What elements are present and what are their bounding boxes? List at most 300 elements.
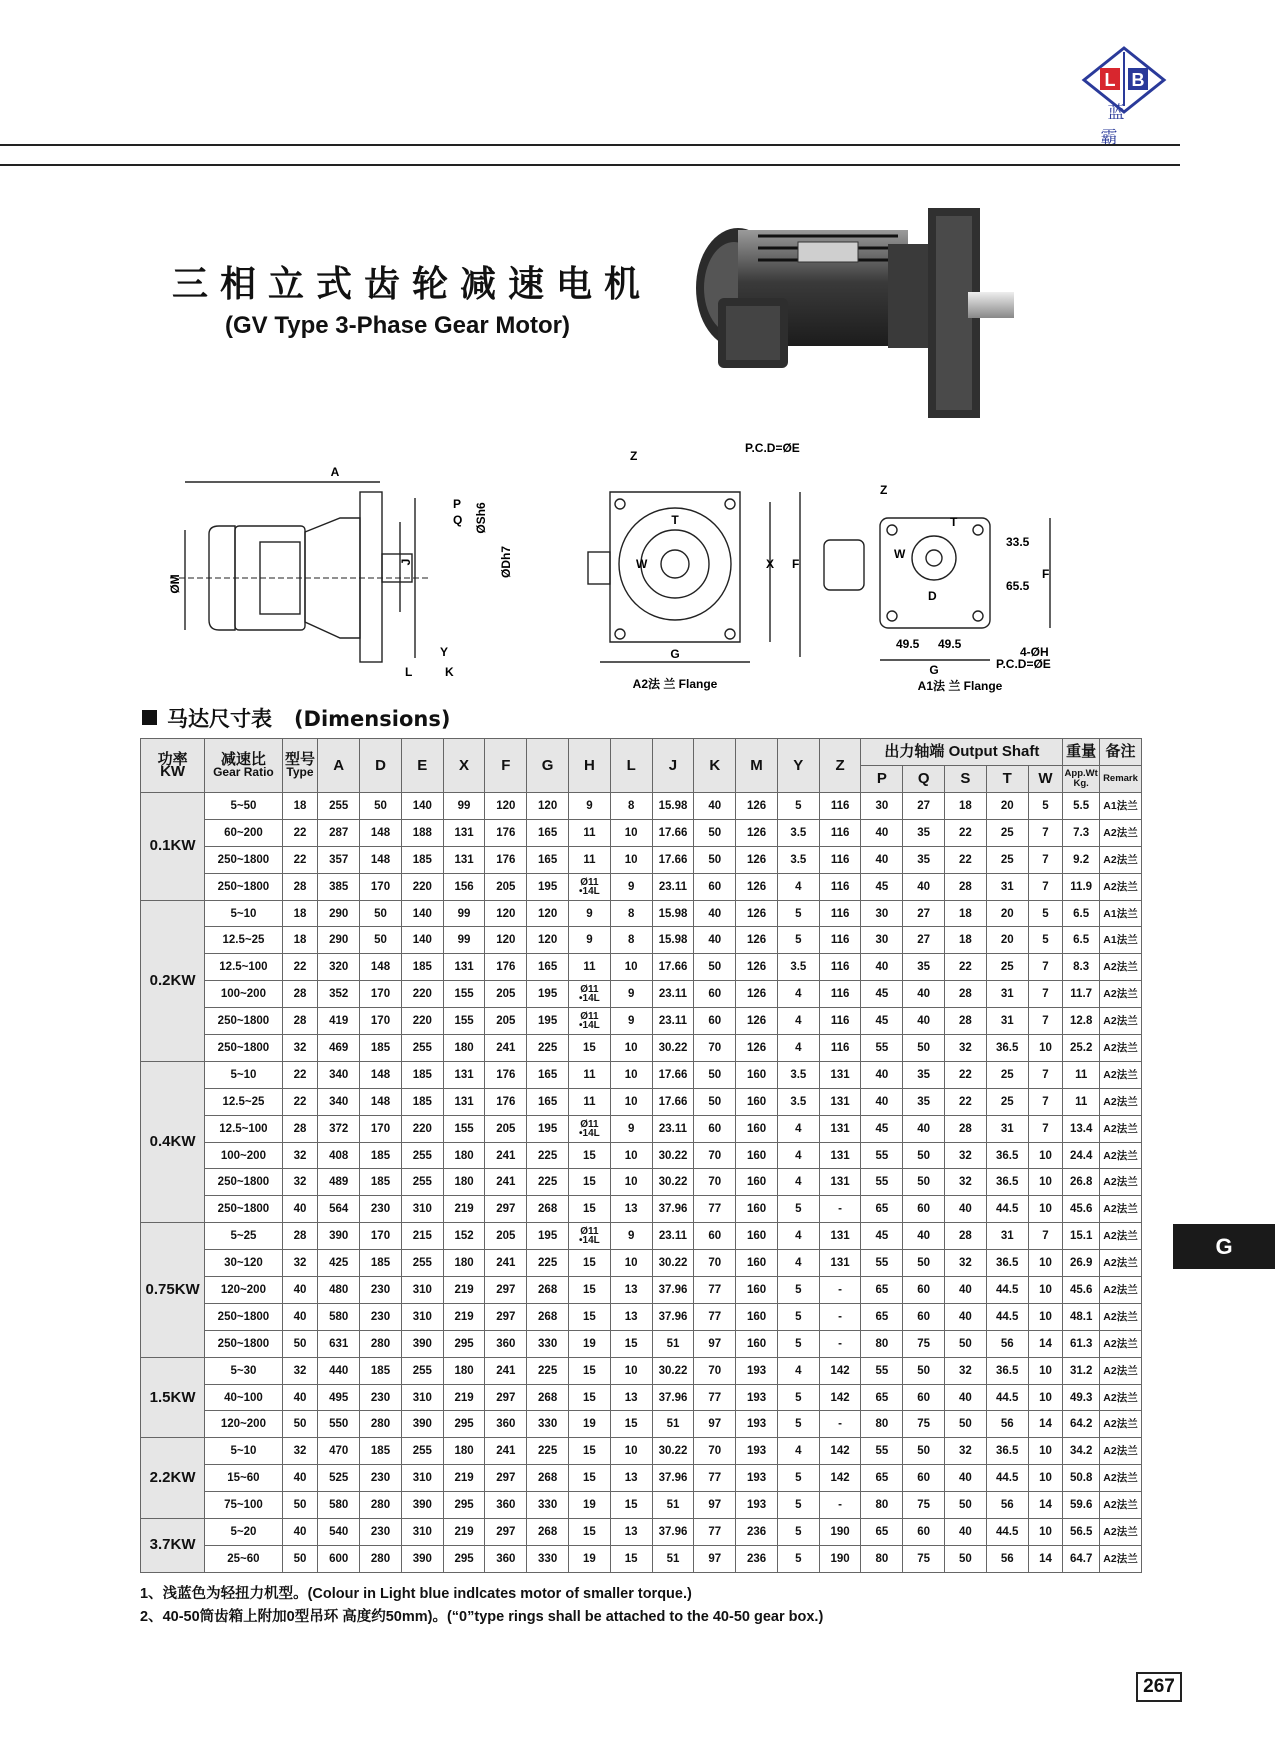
table-cell: 23.11	[652, 1115, 694, 1142]
table-cell: 120	[485, 793, 527, 820]
table-cell: 10	[1028, 1519, 1063, 1546]
table-cell: 8	[610, 927, 652, 954]
table-cell: 170	[360, 981, 402, 1008]
side-label-k: K	[445, 665, 454, 679]
header-output-shaft: 出力轴端 Output Shaft	[861, 739, 1063, 766]
table-cell: 15	[610, 1330, 652, 1357]
table-cell: 5	[777, 1330, 819, 1357]
square-bullet-icon	[142, 710, 157, 725]
table-cell: 5~10	[205, 1438, 282, 1465]
table-cell: 18	[282, 927, 318, 954]
table-cell: 19	[569, 1545, 611, 1572]
table-cell: 310	[401, 1519, 443, 1546]
dimensions-heading-cn: 马达尺寸表	[167, 707, 272, 731]
table-cell: 116	[819, 900, 861, 927]
table-cell: 32	[945, 1250, 987, 1277]
table-cell: 32	[945, 1169, 987, 1196]
table-cell: 56	[986, 1492, 1028, 1519]
table-cell: 22	[282, 819, 318, 846]
table-cell: 28	[282, 1115, 318, 1142]
table-cell: 10	[610, 1035, 652, 1062]
table-cell: 25	[986, 1088, 1028, 1115]
table-cell: 219	[443, 1384, 485, 1411]
a1-label-495b: 49.5	[938, 637, 962, 651]
table-cell: 268	[527, 1196, 569, 1223]
table-cell: 9.2	[1063, 846, 1100, 873]
table-cell: 160	[736, 1277, 778, 1304]
table-cell: 40	[945, 1277, 987, 1304]
table-cell: 56	[986, 1411, 1028, 1438]
header-w: W	[1028, 766, 1063, 793]
table-cell: 100~200	[205, 1142, 282, 1169]
table-cell: 440	[318, 1357, 360, 1384]
table-cell: 65	[861, 1303, 903, 1330]
table-cell: 4	[777, 1357, 819, 1384]
table-cell: A2法兰	[1100, 1545, 1142, 1572]
table-cell: 7	[1028, 846, 1063, 873]
table-cell: 60	[903, 1384, 945, 1411]
table-cell: 241	[485, 1142, 527, 1169]
table-cell: Ø11 •14L	[569, 1115, 611, 1142]
table-cell: A2法兰	[1100, 1303, 1142, 1330]
table-cell: 4	[777, 873, 819, 900]
table-cell: 10	[610, 1357, 652, 1384]
table-cell: 280	[360, 1330, 402, 1357]
table-cell: 126	[736, 954, 778, 981]
table-cell: 241	[485, 1169, 527, 1196]
table-cell: 219	[443, 1519, 485, 1546]
power-group-cell: 3.7KW	[141, 1519, 205, 1573]
table-cell: 40	[282, 1303, 318, 1330]
table-cell: 5~20	[205, 1519, 282, 1546]
table-cell: 15	[569, 1357, 611, 1384]
table-cell: 40	[903, 873, 945, 900]
table-cell: A2法兰	[1100, 1519, 1142, 1546]
table-cell: 180	[443, 1438, 485, 1465]
table-cell: 11	[569, 819, 611, 846]
header-m: M	[736, 739, 778, 793]
table-cell: -	[819, 1411, 861, 1438]
table-cell: 9	[610, 1008, 652, 1035]
table-cell: 287	[318, 819, 360, 846]
a2-label-g: G	[670, 647, 680, 661]
table-cell: 60	[903, 1519, 945, 1546]
table-cell: 18	[945, 900, 987, 927]
table-cell: 160	[736, 1196, 778, 1223]
table-cell: 40	[861, 1061, 903, 1088]
table-cell: 5	[777, 793, 819, 820]
table-cell: 65	[861, 1277, 903, 1304]
table-cell: 28	[282, 981, 318, 1008]
table-cell: 15	[569, 1142, 611, 1169]
side-label-l: L	[405, 665, 413, 679]
table-row	[141, 1492, 1142, 1519]
table-cell: 5	[777, 1519, 819, 1546]
table-cell: 30.22	[652, 1169, 694, 1196]
table-cell: 40~100	[205, 1384, 282, 1411]
table-cell: A2法兰	[1100, 1035, 1142, 1062]
table-cell: 225	[527, 1438, 569, 1465]
table-cell: 160	[736, 1223, 778, 1250]
table-cell: 70	[694, 1035, 736, 1062]
side-label-j: J	[399, 558, 413, 566]
table-cell: 50	[282, 1330, 318, 1357]
table-cell: 390	[401, 1492, 443, 1519]
page-title-cn: 三相立式齿轮减速电机	[172, 264, 653, 305]
table-cell: 10	[1028, 1250, 1063, 1277]
table-cell: A2法兰	[1100, 1008, 1142, 1035]
table-cell: A2法兰	[1100, 1115, 1142, 1142]
table-row	[141, 1438, 1142, 1465]
table-cell: 7	[1028, 981, 1063, 1008]
table-cell: 45	[861, 981, 903, 1008]
table-cell: 97	[694, 1411, 736, 1438]
table-row	[141, 1035, 1142, 1062]
table-cell: 225	[527, 1142, 569, 1169]
table-cell: 27	[903, 927, 945, 954]
table-cell: 40	[282, 1277, 318, 1304]
table-cell: 60	[694, 1008, 736, 1035]
table-cell: 126	[736, 927, 778, 954]
table-cell: 13	[610, 1277, 652, 1304]
table-cell: 12.5~25	[205, 927, 282, 954]
table-cell: 8	[610, 793, 652, 820]
table-cell: 50	[945, 1411, 987, 1438]
table-cell: 4	[777, 1008, 819, 1035]
table-cell: 50	[903, 1035, 945, 1062]
table-cell: 80	[861, 1330, 903, 1357]
table-cell: 64.2	[1063, 1411, 1100, 1438]
table-cell: 280	[360, 1492, 402, 1519]
table-cell: 205	[485, 1008, 527, 1035]
table-cell: 580	[318, 1303, 360, 1330]
table-cell: 469	[318, 1035, 360, 1062]
table-cell: 28	[945, 1008, 987, 1035]
table-cell: 390	[401, 1330, 443, 1357]
side-label-y: Y	[440, 645, 449, 659]
table-cell: 297	[485, 1519, 527, 1546]
table-cell: 4	[777, 1115, 819, 1142]
table-cell: 40	[945, 1465, 987, 1492]
table-cell: 131	[443, 1061, 485, 1088]
table-cell: 75	[903, 1330, 945, 1357]
table-cell: 152	[443, 1223, 485, 1250]
table-cell: 10	[1028, 1303, 1063, 1330]
table-row	[141, 1088, 1142, 1115]
table-cell: 44.5	[986, 1384, 1028, 1411]
table-cell: 290	[318, 900, 360, 927]
side-view-drawing	[165, 462, 530, 692]
table-cell: 10	[1028, 1465, 1063, 1492]
table-cell: 180	[443, 1357, 485, 1384]
table-cell: 40	[903, 1115, 945, 1142]
table-cell: 631	[318, 1330, 360, 1357]
table-cell: 290	[318, 927, 360, 954]
side-label-dh7: ØDh7	[499, 545, 513, 579]
table-cell: 600	[318, 1545, 360, 1572]
table-cell: 30	[861, 793, 903, 820]
table-cell: 23.11	[652, 981, 694, 1008]
table-cell: 219	[443, 1277, 485, 1304]
table-cell: 40	[903, 1223, 945, 1250]
table-cell: 241	[485, 1357, 527, 1384]
a2-caption: A2法 兰 Flange	[632, 677, 718, 691]
table-cell: 15	[569, 1250, 611, 1277]
table-cell: 32	[282, 1438, 318, 1465]
table-cell: 15	[569, 1196, 611, 1223]
table-cell: 5	[777, 1384, 819, 1411]
table-cell: A2法兰	[1100, 819, 1142, 846]
table-cell: 15.98	[652, 793, 694, 820]
table-cell: 225	[527, 1035, 569, 1062]
table-cell: 116	[819, 873, 861, 900]
table-cell: 280	[360, 1411, 402, 1438]
table-cell: 19	[569, 1330, 611, 1357]
table-cell: A2法兰	[1100, 1169, 1142, 1196]
table-cell: 36.5	[986, 1142, 1028, 1169]
table-cell: 131	[819, 1142, 861, 1169]
table-cell: 45	[861, 1008, 903, 1035]
table-cell: 44.5	[986, 1277, 1028, 1304]
table-cell: 19	[569, 1411, 611, 1438]
a2-label-f: F	[792, 557, 800, 571]
table-cell: 131	[819, 1088, 861, 1115]
table-cell: 56	[986, 1330, 1028, 1357]
table-cell: 23.11	[652, 1008, 694, 1035]
table-row	[141, 1223, 1142, 1250]
table-cell: 40	[282, 1196, 318, 1223]
table-cell: 77	[694, 1303, 736, 1330]
svg-text:L: L	[1104, 70, 1116, 90]
table-row	[141, 927, 1142, 954]
table-cell: 99	[443, 927, 485, 954]
table-cell: 65	[861, 1519, 903, 1546]
table-cell: 310	[401, 1465, 443, 1492]
table-cell: 148	[360, 819, 402, 846]
table-cell: 28	[282, 1223, 318, 1250]
table-cell: 40	[861, 954, 903, 981]
table-cell: 40	[945, 1303, 987, 1330]
table-cell: 142	[819, 1438, 861, 1465]
table-cell: 489	[318, 1169, 360, 1196]
table-cell: 36.5	[986, 1169, 1028, 1196]
table-cell: 77	[694, 1519, 736, 1546]
table-cell: 195	[527, 1115, 569, 1142]
side-label-p: P	[453, 497, 462, 511]
table-cell: Ø11 •14L	[569, 1008, 611, 1035]
table-cell: A2法兰	[1100, 1411, 1142, 1438]
table-cell: 5	[1028, 927, 1063, 954]
table-cell: 19	[569, 1492, 611, 1519]
table-cell: 188	[401, 819, 443, 846]
gear-motor-photo	[688, 208, 1038, 418]
table-cell: 15	[569, 1035, 611, 1062]
table-cell: 28	[945, 1115, 987, 1142]
table-cell: 160	[736, 1142, 778, 1169]
table-cell: 215	[401, 1223, 443, 1250]
table-cell: 70	[694, 1357, 736, 1384]
power-group-cell: 0.75KW	[141, 1223, 205, 1357]
table-cell: 255	[401, 1169, 443, 1196]
table-cell: 15	[569, 1277, 611, 1304]
table-cell: 5~30	[205, 1357, 282, 1384]
note-1: 1、浅蓝色为轻扭力机型。(Colour in Light blue indlcates motor of smaller torque.)	[140, 1586, 692, 1602]
table-cell: 126	[736, 819, 778, 846]
header-s: S	[945, 766, 987, 793]
table-cell: 55	[861, 1035, 903, 1062]
table-cell: 36.5	[986, 1357, 1028, 1384]
table-cell: 50	[903, 1142, 945, 1169]
table-cell: 22	[282, 1088, 318, 1115]
table-cell: 230	[360, 1196, 402, 1223]
table-cell: 120	[527, 793, 569, 820]
a1-label-pcd: P.C.D=ØE	[996, 657, 1051, 671]
table-cell: 160	[736, 1088, 778, 1115]
table-cell: 7	[1028, 1115, 1063, 1142]
table-cell: 5~10	[205, 900, 282, 927]
table-cell: 372	[318, 1115, 360, 1142]
table-cell: 45.6	[1063, 1277, 1100, 1304]
table-cell: 295	[443, 1411, 485, 1438]
table-cell: 55	[861, 1250, 903, 1277]
table-cell: 225	[527, 1169, 569, 1196]
table-cell: 310	[401, 1384, 443, 1411]
table-cell: 255	[318, 793, 360, 820]
table-cell: A2法兰	[1100, 981, 1142, 1008]
table-cell: 50	[903, 1250, 945, 1277]
table-cell: 195	[527, 1008, 569, 1035]
table-cell: 295	[443, 1330, 485, 1357]
table-cell: 15	[569, 1519, 611, 1546]
table-cell: 40	[861, 819, 903, 846]
table-cell: 11	[1063, 1088, 1100, 1115]
table-cell: 40	[903, 981, 945, 1008]
table-cell: 17.66	[652, 954, 694, 981]
header-z: Z	[819, 739, 861, 793]
table-cell: A2法兰	[1100, 1061, 1142, 1088]
header-x: X	[443, 739, 485, 793]
table-cell: 35	[903, 819, 945, 846]
table-cell: 12.5~25	[205, 1088, 282, 1115]
table-cell: 30.22	[652, 1142, 694, 1169]
table-cell: 5	[777, 1492, 819, 1519]
table-cell: 7	[1028, 1008, 1063, 1035]
table-cell: 31	[986, 981, 1028, 1008]
table-cell: 22	[945, 846, 987, 873]
table-cell: A2法兰	[1100, 954, 1142, 981]
table-cell: 70	[694, 1169, 736, 1196]
table-cell: 17.66	[652, 1061, 694, 1088]
table-cell: 10	[610, 954, 652, 981]
table-cell: 60	[694, 873, 736, 900]
table-cell: 160	[736, 1330, 778, 1357]
a1-label-w: W	[894, 547, 906, 561]
table-cell: 5	[777, 900, 819, 927]
dimensions-heading-en: (Dimensions)	[293, 707, 451, 731]
table-cell: 28	[945, 1223, 987, 1250]
table-cell: 495	[318, 1384, 360, 1411]
table-cell: 31	[986, 1115, 1028, 1142]
table-cell: 7	[1028, 819, 1063, 846]
table-cell: 15.98	[652, 927, 694, 954]
table-cell: 70	[694, 1142, 736, 1169]
table-cell: 165	[527, 954, 569, 981]
table-cell: 360	[485, 1492, 527, 1519]
header-p: P	[861, 766, 903, 793]
table-cell: 40	[861, 1088, 903, 1115]
table-cell: 80	[861, 1492, 903, 1519]
table-cell: 7	[1028, 1223, 1063, 1250]
table-cell: 51	[652, 1411, 694, 1438]
table-cell: 30	[861, 900, 903, 927]
table-cell: 219	[443, 1465, 485, 1492]
table-cell: 165	[527, 1061, 569, 1088]
a1-label-f: F	[1042, 567, 1050, 581]
table-cell: 9	[569, 927, 611, 954]
table-cell: 220	[401, 981, 443, 1008]
a2-label-z: Z	[630, 449, 638, 463]
table-cell: 50	[282, 1411, 318, 1438]
table-cell: 10	[1028, 1196, 1063, 1223]
table-cell: 36.5	[986, 1035, 1028, 1062]
header-ratio: 减速比 Gear Ratio	[205, 739, 282, 793]
table-cell: 185	[401, 1061, 443, 1088]
table-cell: 5	[777, 1465, 819, 1492]
table-cell: 60	[903, 1465, 945, 1492]
table-cell: 220	[401, 1008, 443, 1035]
table-cell: 5	[777, 1196, 819, 1223]
table-cell: 5	[777, 1303, 819, 1330]
table-cell: 156	[443, 873, 485, 900]
table-cell: 65	[861, 1196, 903, 1223]
table-cell: 4	[777, 1250, 819, 1277]
table-cell: 75~100	[205, 1492, 282, 1519]
table-cell: 26.8	[1063, 1169, 1100, 1196]
header-g: G	[527, 739, 569, 793]
table-cell: 160	[736, 1169, 778, 1196]
table-row	[141, 1277, 1142, 1304]
table-cell: 99	[443, 793, 485, 820]
table-cell: 51	[652, 1330, 694, 1357]
table-cell: 390	[318, 1223, 360, 1250]
a2-flange-drawing	[580, 442, 810, 697]
table-row	[141, 1169, 1142, 1196]
table-cell: 10	[610, 1061, 652, 1088]
table-cell: 22	[282, 1061, 318, 1088]
table-cell: A2法兰	[1100, 1438, 1142, 1465]
table-cell: 255	[401, 1142, 443, 1169]
table-cell: 45	[861, 873, 903, 900]
table-cell: A2法兰	[1100, 873, 1142, 900]
table-cell: 250~1800	[205, 846, 282, 873]
table-cell: 10	[610, 1250, 652, 1277]
table-cell: 5	[777, 927, 819, 954]
table-cell: 268	[527, 1303, 569, 1330]
table-cell: A2法兰	[1100, 1492, 1142, 1519]
table-cell: 15.98	[652, 900, 694, 927]
table-cell: 180	[443, 1035, 485, 1062]
table-cell: 165	[527, 819, 569, 846]
table-cell: 15.1	[1063, 1223, 1100, 1250]
table-cell: 12.5~100	[205, 954, 282, 981]
table-cell: 120	[485, 900, 527, 927]
table-cell: 297	[485, 1465, 527, 1492]
table-cell: 61.3	[1063, 1330, 1100, 1357]
a1-label-d: D	[928, 589, 937, 603]
table-cell: 30.22	[652, 1357, 694, 1384]
table-cell: 15	[569, 1169, 611, 1196]
table-cell: 131	[443, 1088, 485, 1115]
